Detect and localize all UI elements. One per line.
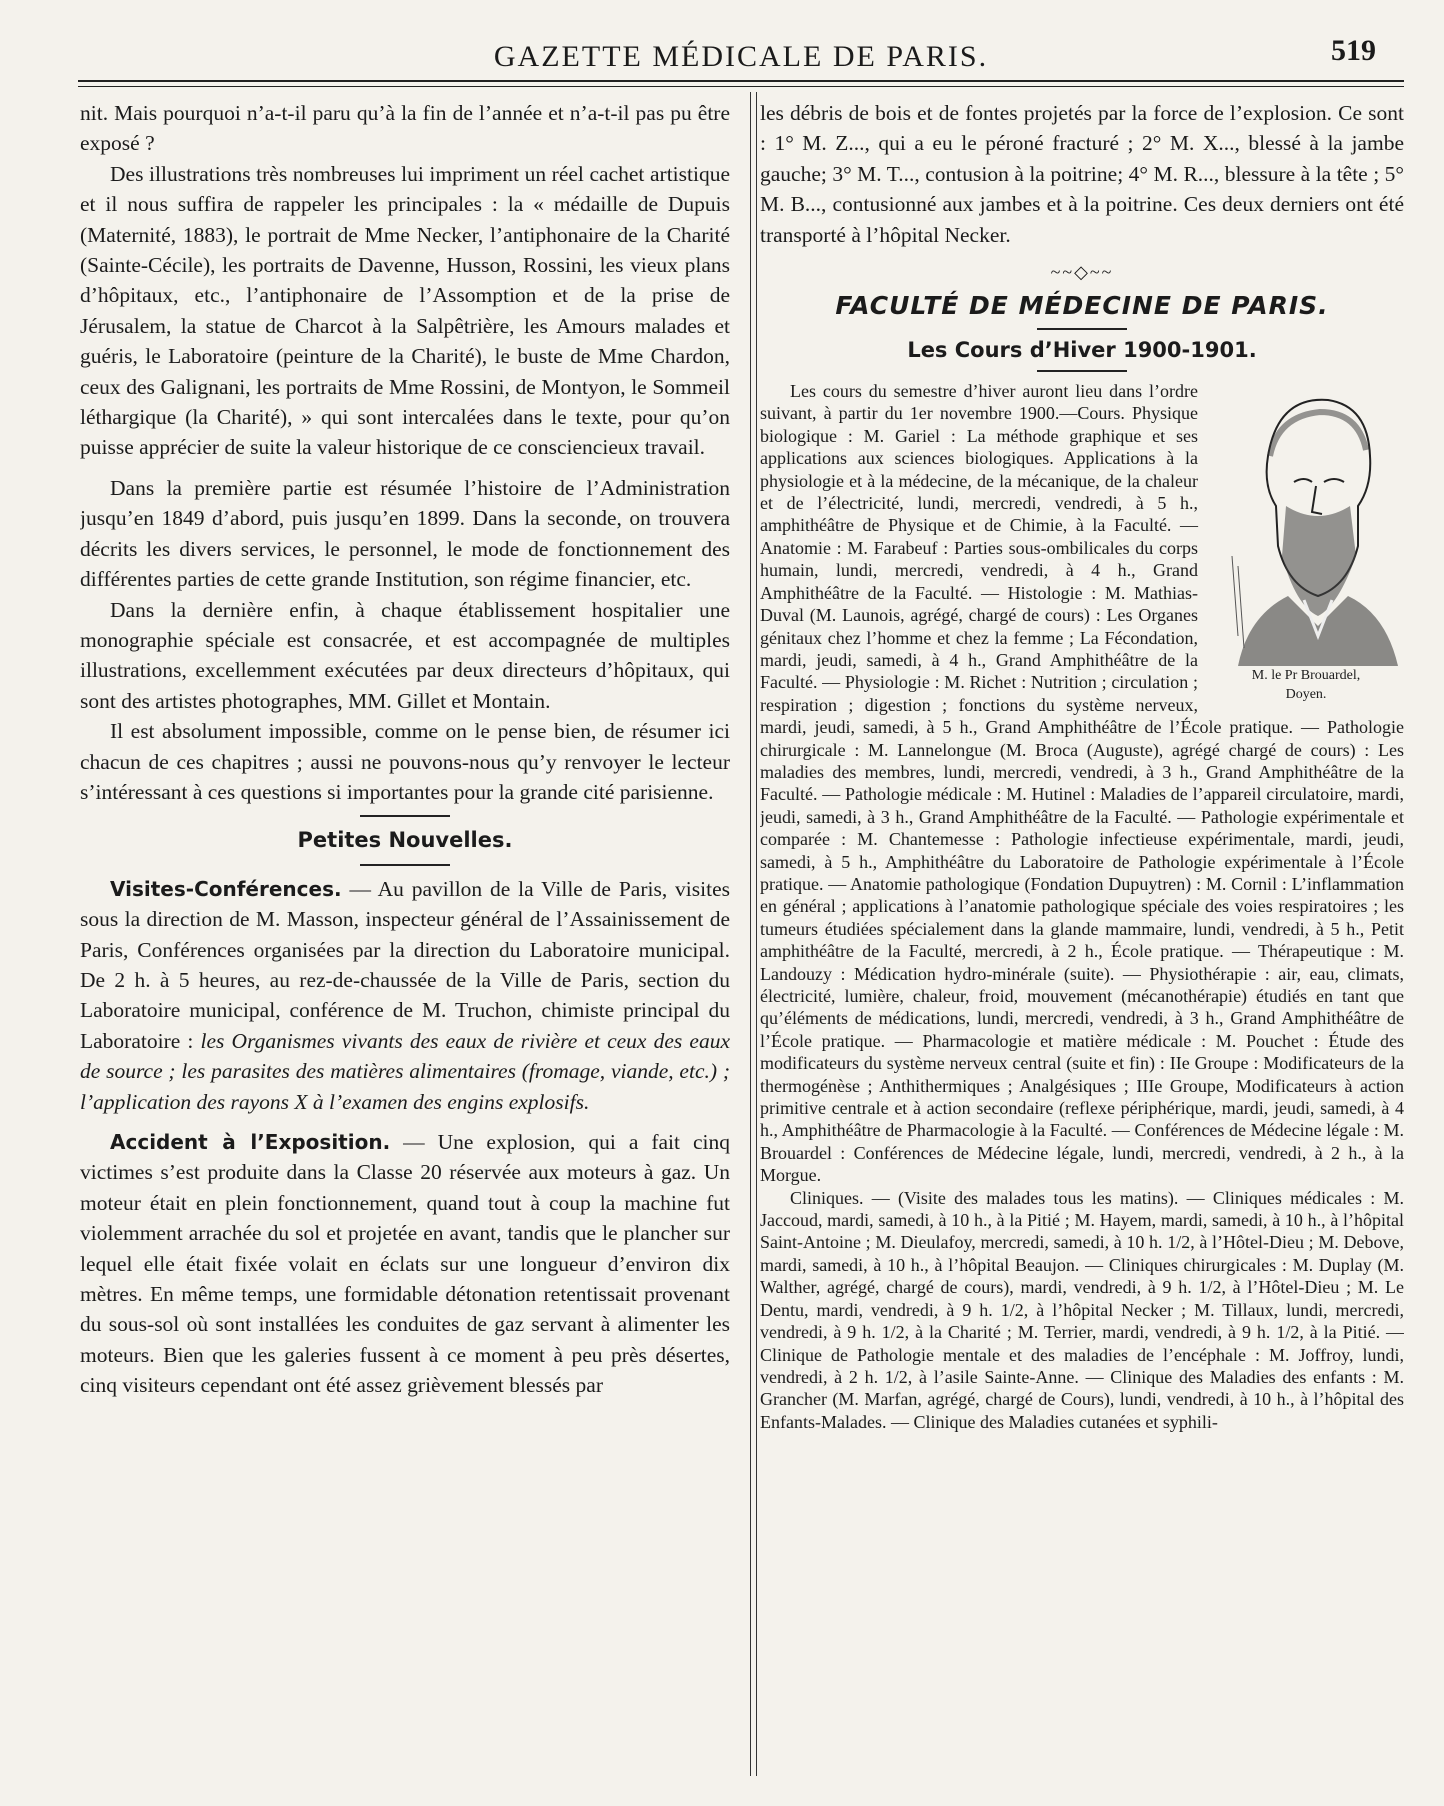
courses-block (760, 380, 1404, 1433)
courses-heading: Les Cours d’Hiver 1900-1901. (907, 338, 1257, 363)
paragraph: nit. Mais pourquoi n’a-t-il paru qu’à la fin de l’année et n’a-t-il pas pu être exposé ? (80, 101, 730, 156)
paragraph: Des illustrations très nombreuses lui impriment un réel cachet artistique et il nous suffira de rappeler les principales : la « médaille de Dupuis (Maternité, 1883), le portrait de Mme Necker, l’antiphonaire de la Charité (Sainte-Cécile), les portraits de Davenne, Husson, Rossini, les vieux plans d’hôpitaux, etc., l’antiphonaire de l’Assomption et de la prise de Jérusalem, la statue de Charcot à la Salpêtrière, les Amours malades et guéris, le Laboratoire (peinture de la Charité), le buste de Mme Chardon, ceux des Galignani, les portraits de Mme Rossini, de Montyon, le Sommeil léthargique (la Charité), » qui sont intercalées dans le texte, pour qu’on puisse apprécier de suite la valeur historique de ce consciencieux travail. (80, 161, 730, 460)
paragraph: Dans la première partie est résumée l’histoire de l’Administration jusqu’en 1849 d’abord, puis jusqu’en 1899. Dans la seconde, on trouvera décrits les divers services, le personnel, le mode de fonctionnement des différentes parties de cette grande Institution, son régime financier, etc. (80, 475, 730, 592)
news-heading: Petites Nouvelles. (297, 828, 513, 853)
portrait-caption (1208, 666, 1404, 704)
portrait-figure (1208, 386, 1404, 704)
visits-paragraph (80, 874, 730, 1117)
section-rule (1037, 328, 1127, 330)
ornament-divider: ~~◇~~ (1050, 262, 1114, 283)
accident-body: — Une explosion, qui a fait cinq victimes s’est produite dans la Classe 20 réservée aux moteurs à gaz. Un moteur était en plein fonctionnement, quand tout à coup la machine fut violemment arrachée du sol et projetée en avant, tandis que le plancher sur lequel elle était fixée volait en éclats sur une longueur d’environ dix mètres. En même temps, une formidable détonation retentissait provenant du sous-sol où sont installées les conduites de gaz servant à alimenter les moteurs. Bien que les galeries fussent à ce moment à peu près désertes, cinq visiteurs cependant ont été assez grièvement blessés par (80, 1130, 730, 1398)
column-divider (750, 92, 757, 1776)
header-rule-thin (78, 86, 1404, 87)
paragraph: Il est absolument impossible, comme on le pense bien, de résumer ici chacun de ces chapitres ; aussi ne pouvons-nous qu’y renvoyer le lecteur s’intéressant à ces questions si importantes pour la grande cité parisienne. (80, 719, 730, 804)
visits-heading: Visites-Conférences. (110, 876, 342, 901)
page-number: 519 (1331, 34, 1376, 67)
caption-line: M. le Pr Brouardel, (1251, 668, 1361, 684)
caption-line: Doyen. (1285, 687, 1327, 703)
visits-body: — Au pavillon de la Ville de Paris, visites sous la direction de M. Masson, inspecteur général de l’Assainissement de Paris, Conférences organisées par la direction du Laboratoire municipal. De 2 h. à 5 heures, au rez-de-chaussée de la Ville de Paris, section du Laboratoire municipal, conférence de M. Truchon, chimiste principal du Laboratoire : (80, 876, 730, 1053)
courses-text: Les cours du semestre d’hiver auront lieu dans l’ordre suivant, à partir du 1er novembre 1900.—Cours. Physique biologique : M. Gariel : La méthode graphique et ses applications aux sciences biologiques. Applications à la physiologie et à la médecine, de la mécanique, de la chaleur et de l’électricité, lundi, mercredi, vendredi, à 5 h., amphithéâtre de Physique et de Chimie, à la Faculté. — Anatomie : M. Farabeuf : Parties sous-ombilicales du corps humain, lundi, mercredi, vendredi, à 4 h., Grand Amphithéâtre de la Faculté. — Histologie : M. Mathias-Duval (M. Launois, agrégé, chargé de cours) : Les Organes génitaux chez l’homme et chez la femme ; La Fécondation, mardi, jeudi, samedi, à 4 h., Grand Amphithéâtre de la Faculté. — Physiologie : M. Richet : Nutrition ; circulation ; respiration ; digestion ; fonctions du système nerveux, mardi, jeudi, samedi, à 5 h., Grand Amphithéâtre de l’École pratique. — Pathologie chirurgicale : M. Lannelongue (M. Broca (Auguste), agrégé chargé de cours) : Les maladies des membres, lundi, mercredi, vendredi, à 3 h., Grand Amphithéâtre de la Faculté. — Pathologie médicale : M. Hutinel : Maladies de l’appareil circulatoire, mardi, jeudi, samedi, à 3 h., Grand Amphithéâtre de la Faculté. — Pathologie expérimentale et comparée : M. Chantemesse : Pathologie infectieuse expérimentale, mardi, jeudi, samedi, à 5 h., Amphithéâtre du Laboratoire de Pathologie expérimentale à l’École pratique. — Anatomie pathologique (Fondation Dupuytren) : M. Cornil : L’inflammation en général ; applications à l’anatomie pathologique spéciale des voies respiratoires ; les tumeurs étudiées spécialement dans la glande mammaire, lundi, vendredi, à 5 h., Petit amphithéâtre de la Faculté, mercredi, à 2 h., École pratique. — Thérapeutique : M. Landouzy : Médication hydro-minérale (suite). — Physiothérapie : air, eau, climats, électricité, lumière, chaleur, froid, mouvement (mécanothérapie) étudiés en tant que qu’éléments de médications, lundi, mercredi, vendredi, à 3 h., Grand Amphithéâtre de l’École pratique. — Pharmacologie et matière médicale : M. Pouchet : Étude des modificateurs du système nerveux central (suite et fin) : IIe Groupe : Modificateurs de la thermogénèse ; Anthithermiques ; Analgésiques ; IIIe Groupe, Modificateurs à action primitive centrale et à action secondaire (reflexe périphérique, mardi, jeudi, samedi, à 4 h., Amphithéâtre de Pharmacologie à la Faculté. — Conférences de Médecine légale : M. Brouardel : Conférences de Médecine légale, lundi, mercredi, vendredi, à 2 h., à la Morgue. (760, 381, 1404, 1186)
page-header (78, 28, 1404, 88)
section-rule (360, 864, 450, 866)
faculty-heading: FACULTÉ DE MÉDECINE DE PARIS. (835, 291, 1329, 321)
left-column (80, 98, 730, 1798)
paragraph: les débris de bois et de fontes projetés par la force de l’explosion. Ce sont : 1° M. Z..., qui a eu le péroné fracturé ; 2° M. X..., blessé à la jambe gauche; 3° M. T..., contusion à la poitrine; 4° M. R..., blessure à la tête ; 5° M. B..., contusionné aux jambes et à la poitrine. Ces deux derniers ont été transporté à l’hôpital Necker. (760, 101, 1404, 247)
paragraph: Dans la dernière enfin, à chaque établissement hospitalier une monographie spéciale est consacrée, et est accompagnée de multiples illustrations, excellemment exécutées par deux directeurs d’hôpitaux, qui sont des artistes photographes, MM. Gillet et Montain. (80, 597, 730, 713)
section-rule (360, 815, 450, 817)
portrait-engraving (1208, 386, 1404, 666)
running-title: GAZETTE MÉDICALE DE PARIS. (493, 40, 989, 73)
clinics-text: Cliniques. — (Visite des malades tous les matins). — Cliniques médicales : M. Jaccoud, mardi, samedi, à 10 h., à la Pitié ; M. Hayem, mardi, samedi, à 10 h., à l’hôpital Saint-Antoine ; M. Dieulafoy, mercredi, samedi, à 10 h. 1/2, à l’Hôtel-Dieu ; M. Debove, mardi, samedi, à 10 h., à l’hôpital Beaujon. — Cliniques chirurgicales : M. Duplay (M. Walther, agrégé, chargé de cours), mardi, vendredi, à 9 h. 1/2, à l’Hôtel-Dieu ; M. Le Dentu, mardi, vendredi, à 9 h. 1/2, à l’hôpital Necker ; M. Tillaux, lundi, mercredi, vendredi, à 9 h. 1/2, à la Charité ; M. Terrier, mardi, vendredi, à 9 h. 1/2, à la Pitié. — Clinique de Pathologie mentale et des maladies de l’encéphale : M. Joffroy, lundi, vendredi, à 2 h. 1/2, à l’asile Sainte-Anne. — Clinique des Maladies des enfants : M. Grancher (M. Marfan, agrégé, chargé de Cours), lundi, vendredi, à 10 h., à l’hôpital des Enfants-Malades. — Clinique des Maladies cutanées et syphili- (760, 1187, 1404, 1432)
accident-heading: Accident à l’Exposition. (110, 1130, 391, 1154)
right-column (760, 98, 1404, 1798)
accident-paragraph (80, 1127, 730, 1401)
visits-topics: les Organismes vivants des eaux de rivière et ceux des eaux de source ; les parasites des matières alimentaires (fromage, viande, etc.) ; l’application des rayons X à l’examen des engins explosifs. (80, 1028, 730, 1114)
section-rule (1037, 370, 1127, 372)
header-rule (78, 80, 1404, 82)
